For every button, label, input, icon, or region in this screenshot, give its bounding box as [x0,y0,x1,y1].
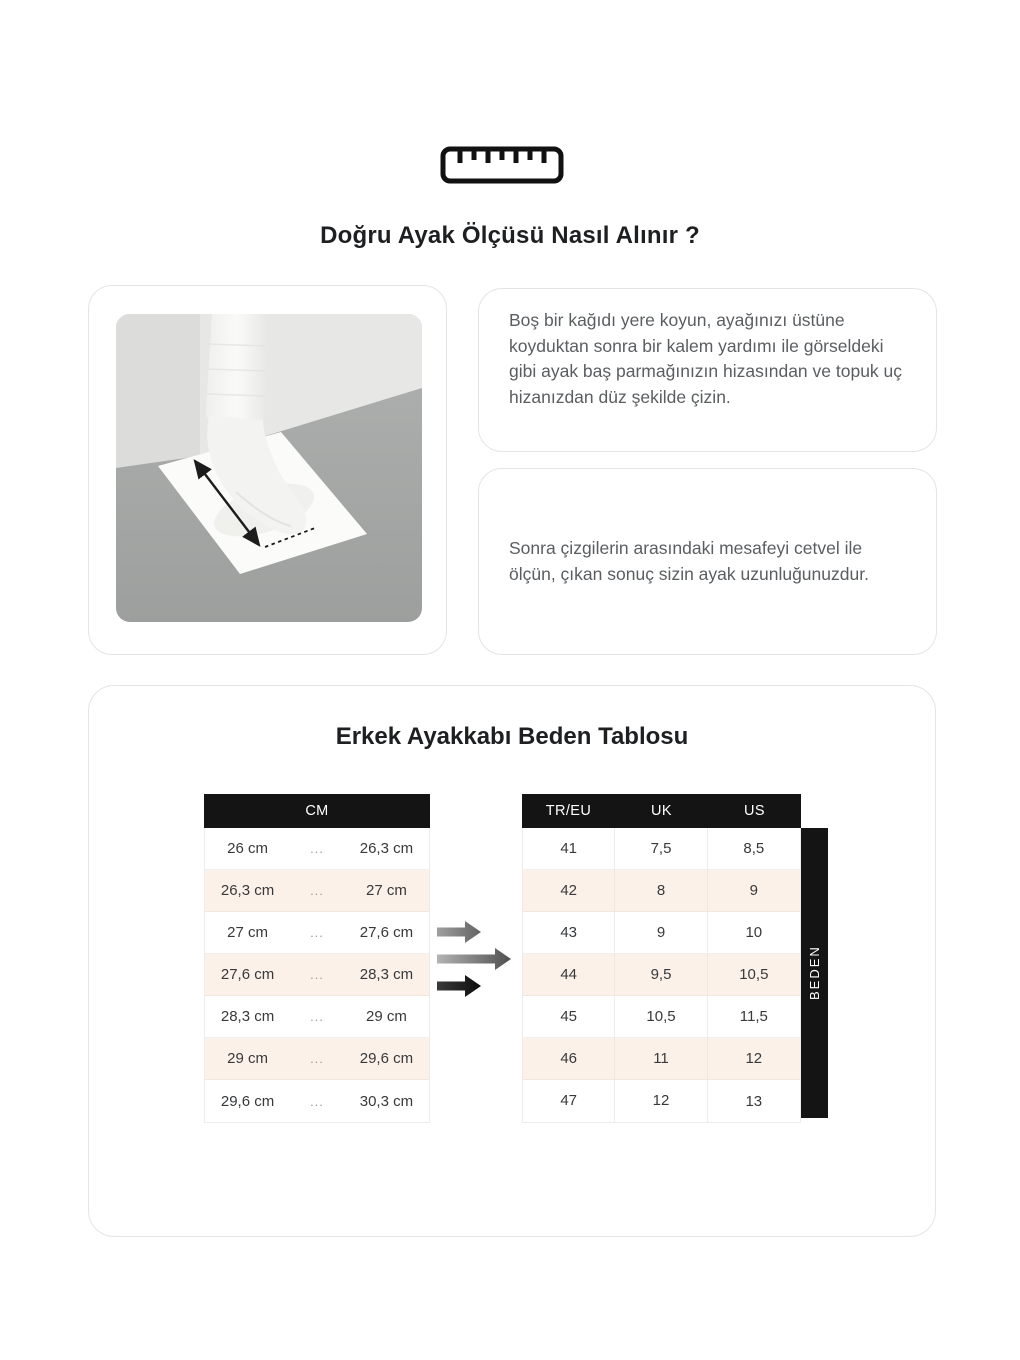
page-title: Doğru Ayak Ölçüsü Nasıl Alınır ? [320,222,700,249]
tr-eu-value: 41 [523,828,615,870]
instruction-card-measure [478,468,937,655]
us-value: 10,5 [739,966,769,983]
size-table-row [523,996,800,1038]
tr-eu-value: 44 [523,954,615,996]
size-table-body [522,828,801,1123]
size-table [522,794,801,1123]
size-table-row [523,1080,800,1122]
range-separator: ... [310,925,324,940]
uk-value: 8 [615,870,707,912]
cm-max-value: 27 cm [365,882,407,899]
cm-max-value: 27,6 cm [359,924,414,941]
cm-min-value: 26,3 cm [220,882,275,899]
cm-min-value: 27 cm [227,924,268,941]
cm-min-value: 29,6 cm [220,1092,275,1110]
cm-table-row [205,828,429,870]
tr-eu-value: 46 [523,1038,615,1080]
beden-side-label: BEDEN [801,828,828,1118]
range-separator: ... [310,1009,324,1024]
instruction-text: Sonra çizgilerin arasındaki mesafeyi cetvel ile ölçün, çıkan sonuç sizin ayak uzunluğunuzdur. [509,537,869,584]
measurement-photo-card [88,285,447,655]
tr-eu-value: 42 [523,870,615,912]
size-table-row [523,828,800,870]
cm-table-row [205,996,429,1038]
ruler-icon [440,146,564,184]
us-value: 12 [745,1050,763,1067]
size-table-row [523,1038,800,1080]
size-table-header [522,794,801,828]
size-table-row [523,912,800,954]
cm-table-header [204,794,430,828]
us-value: 11,5 [739,1008,768,1025]
cm-table-row [205,954,429,996]
us-value: 13 [745,1092,763,1110]
cm-max-value: 28,3 cm [359,966,414,983]
cm-max-value: 26,3 cm [359,840,414,857]
uk-value: 9 [615,912,707,954]
size-table-row [523,870,800,912]
cm-table-row [205,1038,429,1080]
conversion-arrows-icon [437,919,515,999]
size-table-header-cell: US [743,803,765,819]
tr-eu-value: 47 [523,1080,615,1122]
conversion-arrows-icon [437,919,515,999]
ruler-icon [440,146,580,186]
tr-eu-value: 45 [523,996,615,1038]
size-table-row [523,954,800,996]
us-value: 9 [749,882,758,899]
uk-value: 12 [615,1080,707,1122]
range-separator: ... [310,841,324,856]
cm-max-value: 30,3 cm [359,1092,414,1110]
cm-min-value: 27,6 cm [220,966,275,983]
cm-min-value: 28,3 cm [220,1008,275,1025]
foot-measurement-photo [116,314,422,622]
cm-max-value: 29 cm [365,1008,407,1025]
uk-value: 11 [615,1038,707,1080]
size-chart-card [88,685,936,1237]
cm-min-value: 26 cm [227,840,268,857]
range-separator: ... [310,1051,324,1066]
range-separator: ... [310,1093,324,1109]
cm-table-header-label: CM [305,803,329,819]
range-separator: ... [310,883,324,898]
cm-table-row [205,912,429,954]
cm-max-value: 29,6 cm [359,1050,414,1067]
size-table-header-cell: TR/EU [545,803,592,819]
cm-table [204,794,430,1123]
uk-value: 7,5 [615,828,707,870]
range-separator: ... [310,967,324,982]
uk-value: 9,5 [615,954,707,996]
size-chart-title: Erkek Ayakkabı Beden Tablosu [335,723,689,750]
cm-min-value: 29 cm [227,1050,268,1067]
us-value: 10 [745,924,763,941]
cm-table-row [205,1080,429,1122]
us-value: 8,5 [743,840,765,857]
cm-table-body [204,828,430,1123]
instruction-card-draw [478,288,937,452]
foot-measurement-photo [116,314,422,622]
tr-eu-value: 43 [523,912,615,954]
size-table-header-cell: UK [651,803,672,819]
cm-table-row [205,870,429,912]
uk-value: 10,5 [615,996,707,1038]
instruction-text: Boş bir kağıdı yere koyun, ayağınızı üstüne koyduktan sonra bir kalem yardımı ile görseldeki gibi ayak baş parmağınızın hizasından ve topuk uç hizanızdan düz şekilde çizin. [509,310,903,407]
